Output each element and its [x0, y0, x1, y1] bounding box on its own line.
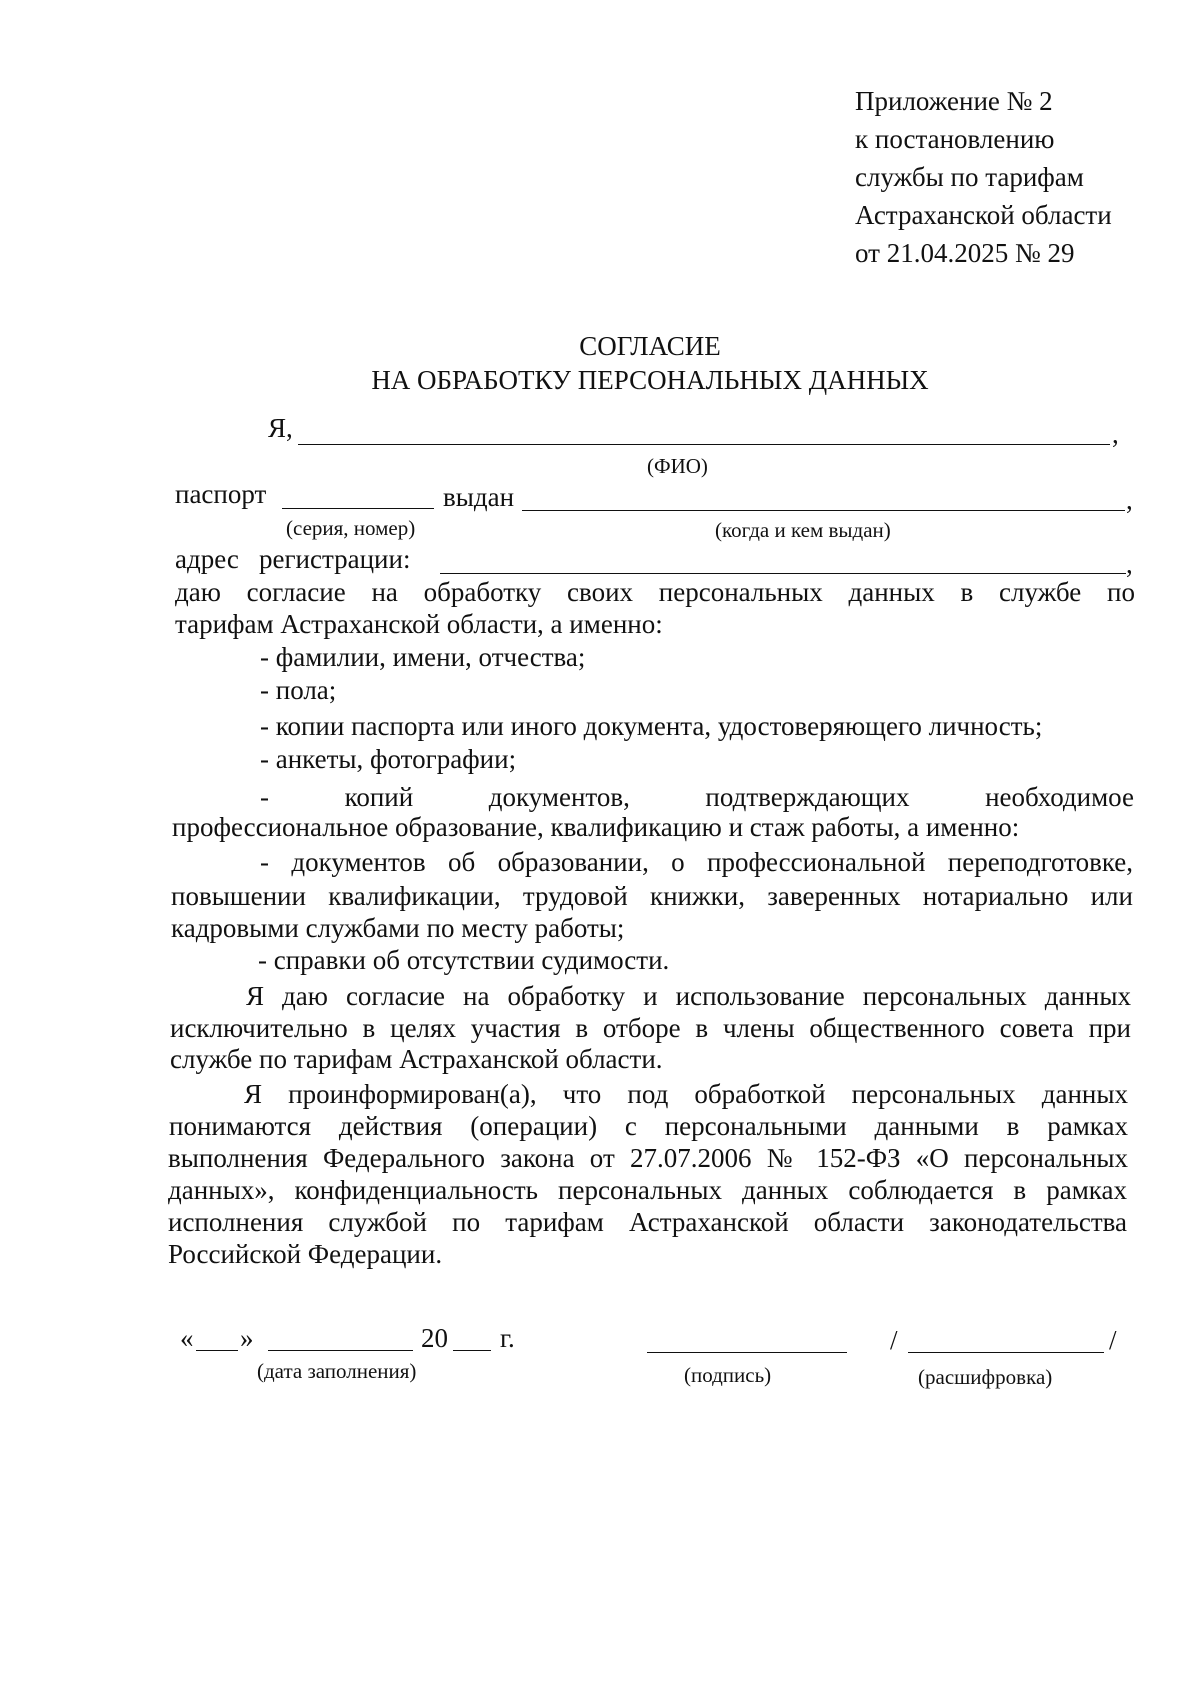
appendix-line-4: Астраханской области [855, 200, 1112, 230]
list-item: - пола; [260, 675, 337, 705]
passport-comma: , [1126, 485, 1133, 515]
issued-label: выдан [443, 482, 515, 512]
slash-left: / [890, 1325, 898, 1355]
year-suffix: г. [500, 1323, 515, 1353]
appendix-line-2: к постановлению [855, 124, 1055, 154]
list-item: - документов об образовании, о профессиональной переподготовке, [260, 847, 1133, 877]
passport-label: паспорт [175, 479, 267, 509]
paragraph-2-line-3: выполнения Федерального закона от 27.07.2006 № 152-ФЗ «О персональных [168, 1143, 1128, 1173]
appendix-line-1: Приложение № 2 [855, 86, 1053, 116]
address-label-2: регистрации: [259, 544, 411, 574]
document-title-line-1: СОГЛАСИЕ [579, 331, 721, 361]
paragraph-1-line-3: службе по тарифам Астраханской области. [170, 1044, 663, 1074]
list-item: - копий документов, подтверждающих необходимое [260, 782, 1134, 812]
signature-field[interactable] [647, 1352, 847, 1353]
paragraph-1-line-2: исключительно в целях участия в отборе в члены общественного совета при [170, 1013, 1131, 1043]
decode-caption: (расшифровка) [918, 1365, 1053, 1389]
fio-comma: , [1112, 419, 1119, 449]
paragraph-2-line-5: исполнения службой по тарифам Астраханской области законодательства [168, 1207, 1127, 1237]
appendix-block [855, 82, 1112, 272]
slash-right: / [1109, 1325, 1117, 1355]
paragraph-1-line-1: Я даю согласие на обработку и использование персональных данных [246, 981, 1131, 1011]
consent-line-1: даю согласие на обработку своих персональных данных в службе по [175, 577, 1135, 607]
fio-caption: (ФИО) [647, 454, 708, 478]
month-field[interactable] [268, 1350, 413, 1351]
quote-close: » [240, 1323, 254, 1353]
fio-field[interactable] [298, 444, 1110, 445]
passport-issued-field[interactable] [522, 510, 1125, 511]
sign-caption: (подпись) [684, 1363, 772, 1387]
series-caption: (серия, номер) [286, 516, 416, 540]
year-field[interactable] [453, 1350, 491, 1351]
appendix-line-3: службы по тарифам [855, 162, 1084, 192]
list-item-continued: кадровыми службами по месту работы; [171, 913, 625, 943]
paragraph-2-line-2: понимаются действия (операции) с персональными данными в рамках [169, 1111, 1128, 1141]
passport-series-field[interactable] [282, 508, 434, 509]
quote-open: « [180, 1323, 194, 1353]
document-title-line-2: НА ОБРАБОТКУ ПЕРСОНАЛЬНЫХ ДАННЫХ [371, 365, 929, 395]
date-caption: (дата заполнения) [257, 1359, 417, 1383]
i-label: Я, [268, 413, 293, 443]
address-label-1: адрес [175, 544, 239, 574]
list-item-continued: повышении квалификации, трудовой книжки, заверенных нотариально или [171, 881, 1133, 911]
list-item: - фамилии, имени, отчества; [260, 642, 586, 672]
address-comma: , [1126, 549, 1133, 579]
paragraph-2-line-4: данных», конфиденциальность персональных данных соблюдается в рамках [168, 1175, 1127, 1205]
issued-caption: (когда и кем выдан) [715, 518, 891, 542]
address-field[interactable] [440, 573, 1126, 574]
paragraph-2-line-1: Я проинформирован(а), что под обработкой персональных данных [244, 1079, 1128, 1109]
appendix-line-5: от 21.04.2025 № 29 [855, 238, 1075, 268]
paragraph-2-line-6: Российской Федерации. [168, 1239, 443, 1269]
list-item-continued: профессиональное образование, квалификацию и стаж работы, а именно: [172, 812, 1020, 842]
list-item: - справки об отсутствии судимости. [258, 945, 670, 975]
consent-line-2: тарифам Астраханской области, а именно: [175, 609, 663, 639]
year-prefix: 20 [421, 1323, 448, 1353]
signature-decode-field[interactable] [908, 1352, 1104, 1353]
list-item: - копии паспорта или иного документа, удостоверяющего личность; [260, 711, 1043, 741]
day-field[interactable] [196, 1350, 238, 1351]
list-item: - анкеты, фотографии; [260, 744, 517, 774]
